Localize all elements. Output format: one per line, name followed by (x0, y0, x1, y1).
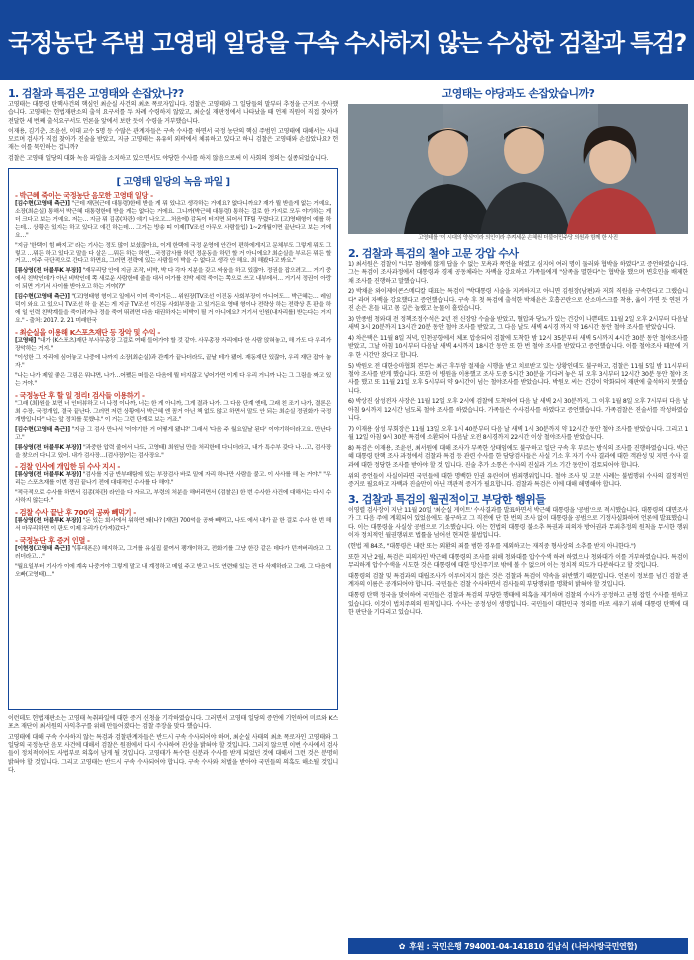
quote (15, 445, 331, 461)
paragraph: 6) 박상진 삼성전자 사장은 11월 12일 오후 2시에 검찰에 도착하여 다음 날 새벽 2시 30분까지, 그 이후 1월 8일 오후 7시부터 다음 날 아침 9시까지 12시간 넘도록 철야 조사를 하였습니다. 가족들은 수사검사를 하였다고 증언했습니다. 가족검찰은 진술서를 작성하였습니다. (348, 398, 688, 423)
paragraph: 고영태에 대해 구속 수사하지 않는 특검과 검찰관계자들은 반드시 구속 수사되어야 하며, 최순실 사태의 최초 폭로자인 고영태와 그 일당의 국정농단 음모 사건에 대해서 검찰은 원점에서 다시 수사하여 진상을 밝혀야 할 것입니다. 그러지 않으면 이번 수사에서 검사들이 정치적이어도 사법부로 의혹이 남게 될 것입니다. 고영태가 특수한 신분과 수사를 받게 되었던 것에 대해서 그런 것은 분명히 밝혀야 할 것입니다. 그리고 고영태는 반드시 구속 수사되어야 합니다. 구속 수사와 처벌을 받아야 국민들의 의혹도 해소될 것입니다. (8, 733, 338, 774)
quote-text: "검사를 지금 반부패팀에 있는 부장검사 바로 밑에 자리 하나만 사람을 붙고. 이 사사를 해 논 거야." "우리는 스포츠재를 이번 정권 끝나기 전에 대대적인 수사를 다 해야." (15, 472, 331, 487)
paragraph: 4) 차은택은 11월 8일 저녁, 인천공항에서 체포 압송되어 검찰에 도착한 밤 12시 35분부터 새벽 5시까지 4시간 30분 동안 철야조사를 받았고, 그날 아침 10시부터 다음날 새벽 4시까지 18시간 동안 또 한 번 철야 조사를 받았다고 증언했습니다. 이틀 철야조사 때문에 거우 한 시간만 잤다고 합니다. (348, 335, 688, 359)
donation-footer (348, 938, 688, 954)
quote-text: "월요일부터 기사가 이에 계속 나중거야 그렇게 말고 내 계정하고 메일 주고 받고 너도 연련돼 있는 건 다 삭제하라고 그래. 그 다음에 오빠(고영태)…" (15, 563, 331, 578)
paragraph: 1) 최서원은 검찰이 "너무 첨예에 않게 답을 수 없는 모욕과 폭언을 하였고 심지어 여러 명이 둘러와 협박을 하였다"고 증언하였습니다. 그는 특검이 조사과정에서 대통령과 경제 공동체라는 자백을 강요하고 가족들에게 "삼족을 멸한다"는 협박을 했으며 변호인을 배제한 채 조사를 진행하고 말했습니다. (348, 261, 688, 285)
box-subheading: - 검찰 인사에 개입한 뒤 수사 지시 - (15, 462, 120, 472)
section3-title: 3. 검찰과 특검의 월권적이고 부당한 행위들 (348, 493, 546, 507)
quote-speaker: [이현정(고영태 측근)] (15, 545, 70, 552)
quote-speaker: [류상영(전 더블루K 부장)] (15, 472, 82, 479)
quote-group (15, 338, 331, 389)
donation-text: 후원 : 국민은행 794001-04-141810 김남식 (나라사랑국민연합) (409, 941, 638, 951)
quote-speaker: [류상영(전 더블루K 부장)] (15, 518, 82, 525)
quote (15, 243, 331, 267)
quote (15, 373, 331, 389)
quote-group (15, 201, 331, 326)
quote (15, 401, 331, 425)
quote (15, 355, 331, 371)
paragraph: 검찰은 고영태 일당의 대화 녹음 파일을 소지하고 있으면서도 야당한 수사를 하지 않음으로써 이 사회의 정의는 실종되었습니다. (8, 154, 329, 162)
closing-paragraphs (8, 715, 338, 775)
quote (15, 201, 331, 241)
quote-speaker: [류상영(전 더블루K 부장)] (15, 268, 81, 275)
section1-title: 1. 검찰과 특검은 고영태와 손잡았나?? (8, 87, 184, 100)
section3-body (348, 507, 688, 617)
section2-title: 2. 검찰과 특검의 철야 고문 강압 수사 (348, 247, 519, 260)
photo-caption: 고영태를 '이 시대의 양심'이라 의인이라 추켜세운 손혜원 더불어민주당 의원과 함께 한 사진 (418, 235, 618, 241)
flower-icon: ✿ (398, 941, 406, 951)
headline-banner (0, 0, 694, 80)
quote-group (15, 472, 331, 506)
quote-text: "돈 있는 회사에서 워하면 돼(나? (재단) 700억을 공짜 빼먹고, 나도 에서 내가 끝 한 걸로 수사 한 번 해서 마무리하면 이 판도 이제 우리가 (가져)갔다." (15, 518, 331, 532)
paragraph: 5) 박원오 전 대한승마협회 전무는 최근 후두암 절제술 시행을 받고 치료받고 있는 상황인데도 불구하고, 검찰은 11월 5일 밤 11시부터 철야 조사를 받게 했습니다. 또한 이 병원을 이용했고 조사 도중 5시간 30분을 기다려 놓은 뒤 오후 3시부터 12시간 30분 동안 철야 조사를 했고 또 11월 21일 오후 5시부터 약 9시간이 넘는 철야조사를 받았습니다. 박원오 씨는 건강이 악화되어 재판에 출석하지 못했습니다. (348, 362, 688, 395)
paragraph: (헌법 제 84조, "대통령은 내란 또는 외환의 죄를 범한 경우를 제외하고는 재직중 형사상의 소추를 받지 아니한다.") (348, 542, 636, 550)
quote-text: "재무리당 안에 지금 조작, 비박, 박 다 각자 지분을 갖고 싸움을 하고 있잖아. 정권을 잡으려고… 거기 중에서 친박인데가 아닌 비박인데 쪽 새로운 사람한테 줄을 대서 어가를 친박 세력 죽이는 쪽으로 쓰고 내부에서… 거기서 정권이 아랑이 되면 거기서 사이를 받아오고 하는 거야(?)" (15, 268, 331, 291)
quote-text: "나는 나가 제일 좋은 그림은 뭐냐면, 나가…어쨌든 떠들은 다음에 뭘 터지잖고 넣어가면 이게 다 우리 거니까 나는 그 그림을 짜고 있는 거야." (15, 373, 331, 388)
quote (15, 294, 331, 326)
quote-speaker: [김수현(고영태 측근)] (15, 294, 70, 301)
paragraph: 이재용, 김기춘, 조윤선, 이대 교수 5명 등 수많은 관계자들은 구속 수사를 하면서 국정 농단의 핵심 주범인 고영태에 대해서는 사내 모르며 검사가 직접 찾아가 진술을 받았고, 지금 고영태는 유유히 외곽에서 체류하고 있다고 하니 검찰은 고영태와 손잡았나요? 헌재는 이를 묵인하는 겁니까? (8, 127, 338, 152)
quote-text: "적극적으로 수사를 하면서 김종(차관) 라인을 다 자르고, 부령의 처분을 해버리면서 (검찰은) 한 번 수사한 사건에 대해서는 다시 수사하지 않는다." (15, 490, 331, 505)
quote-speaker: [김수현(고영태 측근)] (15, 201, 70, 208)
quote (15, 564, 331, 580)
quote-speaker: [김수현(고영태 측근)] (15, 426, 70, 433)
quote (15, 518, 331, 534)
quote-text: "이성한 그 자리에 심어놓고 나중에 나까지 소장(최순실)과 관계가 끝나더라도, 끝날 테가 됐어. 재동재단 있잖아, 우리 재단 잡아 놓자." (15, 355, 331, 370)
quote-text: "과중한 압력 줄어서 나도, 고영태) 최원님 만을 처리한테 다니더라고, 내가 특수부 갖다 나…고, 검사장을 찾으러 다니고 있어. 내가 검사장…(검사장)이는 검사장요." (15, 444, 331, 459)
quote-group (15, 518, 331, 534)
quote-text: "내가 (K스포츠)재단 부사무총장 그걸로 여태 들어가야 할 것 같아. 사무총장 자리에다 한 사람 앉혀놓고, 해 가도 다 우리가 장악하는 거지." (15, 337, 331, 352)
paragraph: 또한 지난 2월, 특검은 피의자인 박근혜 대통령의 조사를 위해 청와대를 압수수색 하려 하였으나 청와대가 이를 거부하였습니다. 특검이 무리하게 압수수색을 시도한 것은 대통령에 대한 망신주기로 밖에 볼 수 없으며 이는 정치적 의도가 다분하다고 할 것입니다. (348, 553, 688, 570)
group-photo (348, 104, 688, 234)
quote (15, 268, 331, 292)
box-subheading: - 최순실을 이용해 K스포츠재단 등 장악 및 수익 - (15, 327, 160, 337)
quote-text: "그래 (최)원을 보면 너 인터뷰하고 너 나정 이나까, 너는 한 게 아니까, 그게 결과 나가. 그 다음 단계 엔테, 그래 친 조기 나가, 결론은 최 수장, 국정개입, 결국 끝난다. 그러면 저런 상황에서 박근혜 엔 꼼거 아닌 책 없도 않고 하면서 말도 안 되는 최순실 정권화가 국정 개방입니다" 나는 앞 정치를 못했냐." 이 거는 그런 단계로 보는 거죠." (15, 401, 331, 423)
section2-list (348, 261, 688, 489)
paragraph: 8) 특검은 이재용, 조윤선, 최서원에 대해 조사가 부족한 상태임에도 불구하고 일단 구속 후 부르는 방식의 조사를 진행하였습니다. 박근혜 대통령 탄핵 조사 과정에서 검찰과 특검 등 관련 수사를 한 담당검사들은 사실 기소 후 자기 수사 결과에 대한 객관성 및 지면 수사 결과에 대한 정당한 조사를 받아야 할 것 입니다. 진술 추가 소통은 수사의 진실과 기소 기간 동안이 검토되어야 합니다. (348, 445, 688, 469)
paragraph: 고영태는 대통령 탄핵사건의 핵심인 최순실 사건의 최초 폭로자입니다. 검찰은 고영태와 그 일당들의 말부터 추정을 근거로 수사했습니다. 고영태는 헌법재판소의 출석 요구서를 두 차례 수령하지 않았고, 최순실 재판정에서 나타났을 때 언제 직원이 직접 찾아가 전달한 세 번째 출석요구서도 언론을 앞에서 보란 듯이 수령을 거부했습니다. (8, 101, 338, 125)
box-subheading: - 박근혜 죽이는 국정농단 음모한 고영태 일당 - (15, 191, 153, 201)
right-column (348, 86, 688, 954)
recording-box (8, 168, 338, 710)
quote-speaker: [고영태] (15, 337, 36, 344)
headline-title: 국정농단 주범 고영태 일당을 구속 수사하지 않는 수상한 검찰과 특검? (8, 28, 686, 57)
quote-group (15, 401, 331, 460)
quote (15, 338, 331, 354)
quote-group (15, 546, 331, 580)
paragraph: 이영렬 검사장이 지난 11월 20일 '최순실 게이트' 수사결과를 발표하면서 박근혜 대통령을 '공범'으로 적시했습니다. 대통령의 대면조사가 그 다음 주에 계획되어 있었음에도 불구하고 그 직전에 단 한 번의 조사 없이 대통령을 공범으로 기정사실화하여 언론에 발표했습니다. 이는 대통령을 사실상 공범으로 기소했습니다. 이는 헌법의 대통령 불소추 특권과 피의자 방어권과 무죄추정의 원칙을 무시한 행위이자 정치적인 월권행위로 법률을 넘어선 현저한 불법입니다. (348, 507, 688, 540)
paragraph: 3) 안종범 청와대 전 정책조정수석은 2년 전 신장암 수술을 받았고, 혈압과 당뇨가 있는 건강이 나쁜데도 11월 2일 오후 2시부터 다음날 새벽 3시 20분까지 13시간 20분 동안 철야 조사를 받았고, 그 다음 날도 새벽 4시경 까지 약 16시간 동안 철야 조사를 받았습니다. (348, 315, 688, 332)
quote (15, 472, 331, 488)
box-subheading: - 국정농단 후 증거 인멸 - (15, 535, 90, 545)
quote (15, 490, 331, 506)
quote-text: "근데 재단(근데 대통령)한테 받을 게 뭐 있냐고 생각하는 거예요? 없다니까요? 재가 뭘 받을게 없는 거예요, 소장(최순실) 통해서 박근혜 대통령한테 받을 게는 없다는 거에요. 그니까(박근혜 대통령) 통하는 걸로 한 가지로 모두 야기하는 게 더 크다고 보는 거예요. 저는… 지금 뭐 김종(차관) 얘기 나오고…처음에) 감독이 터지면 되어서 TF팀 꾸렸다고 (고)영태형이 예를 하는데… 상황은 있지는 하고 있다고 얘긴 하는데… 그거는 방송 띠 이제(TV조선 아무오 사람들입) 1~2개월이면 끝난다고 보는 거에요…" (15, 201, 331, 239)
photo-illustration (348, 104, 688, 234)
quote-text: "(휴대폰은) 해지하고, 그거를 유실집 붙여서 팽개이하고, 전화기를 그냥 한강 같은 데다가 던져버리라고 그러더라고…" (15, 545, 331, 560)
left-column (8, 86, 338, 954)
paragraph: 7) 이재용 삼성 부회장은 11월 13일 오후 1시 40분부터 다음 날 새벽 1시 30분까지 약 12시간 동안 철야 조사를 받았습니다. 그리고 1월 12일 아침 9시 30분 특검에 소환되어 다음날 오전 8시경까지 22시간 이상 철야조사를 받았습니다. (348, 425, 688, 442)
box-subheading: - 검찰 수사 끝난 후 700억 공짜 빼먹기 - (15, 508, 136, 518)
recording-box-title: [ 고영태 일당의 녹음 파일 ] (116, 177, 230, 189)
paragraph: 이런데도 헌법재판소는 고영태 녹취파일에 대한 증거 신청을 기각하였습니다. 그러면서 고영태 일당의 증언에 기인하여 미르와 K스포츠 재단이 최서원의 사익추구를 위해 만들어졌다는 검찰 주장을 맞다 했습니다. (8, 715, 338, 731)
quote (15, 546, 331, 562)
paragraph: 위의 증언들이 사실이라면 국민들에 대한 명백한 인권 유린이며 범죄행위입니다. 철야 조사 및 고문 사례는 불법행위 수사의 결정적인 증거로 필요하고 자백과 진술만이 아닌 객관적 증거가 필요합니다. 검찰과 특검은 이에 대해 해명해야 합니다. (348, 472, 688, 488)
quote-text: "지금 그 검사 만나서 '이야기한 거 어떻게 됐냐?' 그래서 '다음 주 월요일날 된다' 이야기하더라고요. 만난다고." (15, 426, 331, 441)
box-subheading: - 국정농단 후 할 일 정리! 검사들 이용하기 - (15, 391, 145, 401)
paragraph: 대통령의 검찰 및 특검과의 대립조사가 이루어지지 않은 것은 검찰과 특검이 약속을 위반했기 때문입니다. 언론이 정보를 넘긴 검찰 관계자의 이름은 공개되어야 합니다. 국민들은 검찰 수사하면서 검사들의 부당행위를 명확히 밝혀야 할 것입니다. (348, 573, 688, 589)
photo-title: 고영태는 야당과도 손잡았습니까? (441, 87, 595, 100)
quote-speaker: [류상영(전 더블루K 부장)] (15, 444, 82, 451)
paragraph: 대통령 탄핵 정국을 맞이하여 국민들은 검찰과 특검의 부당한 행태에 의혹을 제기하며 검찰의 수사가 공정하고 균형 잡힌 수사를 원하고 있습니다. 이것이 법치주의의 원칙입니다. 수사는 공정성이 생명입니다. 국민들이 대한민국 정의를 바로 세우기 위해 대통령 탄핵에 대한 판단을 기다리고 있습니다. (348, 592, 688, 616)
section1-body (8, 101, 338, 163)
paragraph: 2) 박채윤 와이제이콘스메디칼 대표는 특검이 "박대통령 시술을 지켜하지고 아니면 김원장(남편)과 저희 직원을 구속한다고 그랬습니다" 라며 자백을 강요했다고 증언했습니다. 구속 후 첫 특검에 출석한 박채윤은 호흡곤란으로 산소마스크를 착용, 옮이 가면 듯 연된 가진 손은 흔들 내고 몸 깊은 놀랬고 눈물이 흘렀습니다. (348, 288, 688, 313)
quote-text: "지금 '한택이 힘 빠지고' 라는 기사는 정도 많이 보셨잖아요, 이게 한택에 국정 운영에 안간이 편하에게지고 문체부도 그렇게 뭐도 그렇고 …뭐든 하고 있다고 말을 다 살은 …뭐든 하는 하면…국정감사를 하던 정운동을 하던 할 거 아니에요? 최순실을 부르든 뭐든 할 거고…이주 극단적으로 간다고 하면요, 그러면 전략에 있는 사람들이 박을 수 없다고 생각 안 해요. 최 해봤다고 봐요." (15, 242, 331, 265)
quote-text: "(고)영태형 형이고 일에서 이미 죽이거든… 위원장(TV조선 이진동 사회부장이 아니어도… 박근혜는… 레임덕이 와요 고 있으니 TV조선 하 을 본는 게 지금 TV조선 이진동 사회부장을 고 있거든요 영태 형이나 전략상 하는 전략상 흔 판을 하에 일 인력 친박계들을 죽이려거나 정을 죽여 뛰려면 다음 대권하자는 비박이 될 거 아니에요? 거기서 인원(내자리를) 받는다는 거지요." - 출처: 2017. 2. 21 미래한국 (15, 294, 331, 324)
quote (15, 427, 331, 443)
